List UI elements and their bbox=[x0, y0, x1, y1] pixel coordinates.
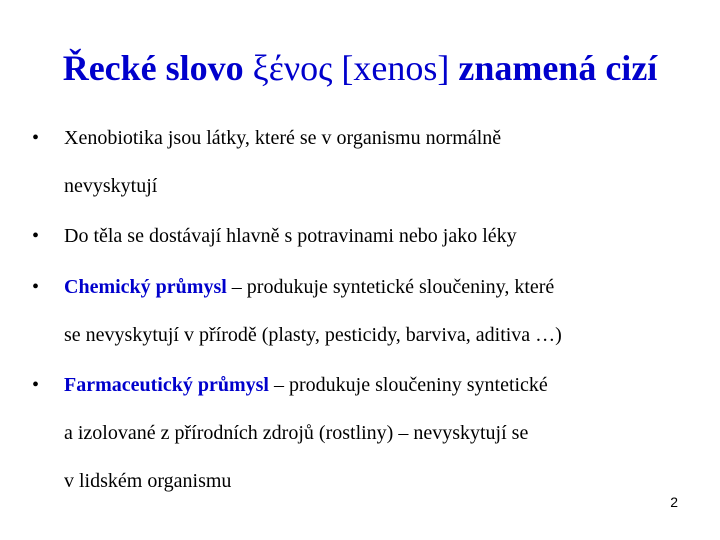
slide-title bbox=[0, 44, 720, 92]
bullet-pharmaceutical-industry bbox=[32, 361, 692, 505]
title-greek-word: ξένος [xenos] bbox=[252, 48, 450, 88]
bullet-rest: – produkuje sloučeniny syntetické bbox=[268, 374, 548, 396]
bullet-line: Do těla se dostávají hlavně s potravinami nebo jako léky bbox=[64, 225, 517, 247]
bullet-dot-icon: • bbox=[32, 225, 40, 247]
bullet-line: nevyskytují bbox=[64, 175, 158, 197]
title-part-1: Řecké slovo bbox=[62, 48, 253, 88]
page-number: 2 bbox=[670, 494, 678, 510]
bullet-xenobiotics bbox=[32, 114, 692, 210]
bullet-line: v lidském organismu bbox=[64, 470, 232, 492]
title-part-2: znamená cizí bbox=[449, 48, 658, 88]
bullet-highlight: Farmaceutický průmysl bbox=[64, 374, 269, 396]
bullet-rest: – produkuje syntetické sloučeniny, které bbox=[226, 276, 555, 298]
bullet-dot-icon: • bbox=[32, 276, 40, 298]
bullet-line: a izolované z přírodních zdrojů (rostliny) – nevyskytují se bbox=[64, 422, 529, 444]
bullet-line: Xenobiotika jsou látky, které se v organismu normálně bbox=[64, 127, 502, 149]
bullet-dot-icon: • bbox=[32, 374, 40, 396]
bullet-line bbox=[64, 361, 692, 409]
bullet-line bbox=[64, 263, 692, 311]
bullet-intake bbox=[32, 212, 692, 260]
bullet-highlight: Chemický průmysl bbox=[64, 276, 227, 298]
bullet-dot-icon: • bbox=[32, 127, 40, 149]
bullet-line: se nevyskytují v přírodě (plasty, pesticidy, barviva, aditiva …) bbox=[64, 324, 562, 346]
bullet-chemical-industry bbox=[32, 263, 692, 359]
